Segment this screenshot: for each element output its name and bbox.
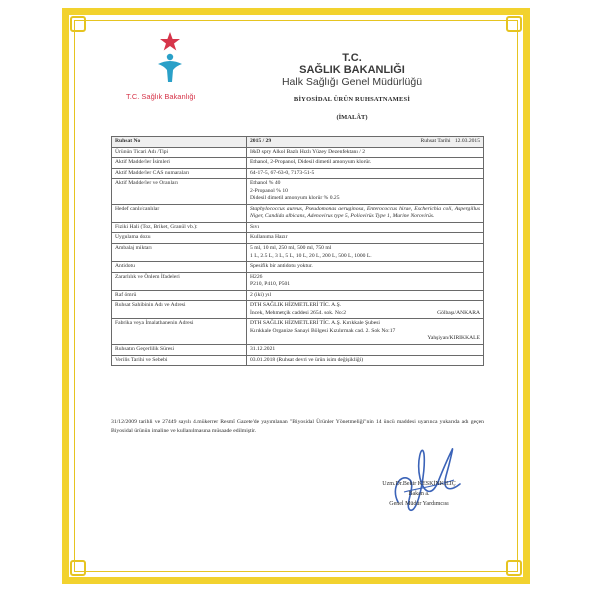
license-table: [111, 136, 484, 366]
row-line: 1 L, 2.5 L, 3 L, 5 L, 10 L, 20 L, 200 L, 500 L, 1000 L.: [250, 252, 372, 259]
row-value: [247, 272, 484, 290]
table-row: [112, 319, 484, 345]
frame-corner-ornament: [506, 16, 522, 32]
table-row: [112, 233, 484, 244]
table-row: [112, 345, 484, 356]
row-label: Antidotu: [112, 262, 247, 273]
frame-corner-ornament: [506, 560, 522, 576]
signatory-role: Bakan a.: [408, 491, 430, 497]
row-label: Aktif Madde/ler İsimleri: [112, 158, 247, 169]
table-row: [112, 158, 484, 169]
table-row: [112, 244, 484, 262]
table-row: [112, 355, 484, 366]
row-label: Ruhsatın Geçerlilik Süresi: [112, 345, 247, 356]
row-label: Ürünün Ticari Adı /Tipi: [112, 147, 247, 158]
row-value: 64-17-5, 67-63-0, 7173-51-5: [247, 168, 484, 179]
row-value: Sıvı: [247, 222, 484, 233]
row-line: Kırıkkale Organize Sanayi Bölgesi Kızılırmak cad. 2. Sok No:17: [250, 327, 396, 334]
row-line: P210, P410, P501: [250, 281, 291, 288]
table-row: [112, 204, 484, 222]
document-title: BİYOSİDAL ÜRÜN RUHSATNAMESİ: [293, 96, 411, 103]
row-line: DTH SAĞLIK HİZMETLERİ TİC. A.Ş.: [250, 302, 342, 309]
row-label: Hedef canlı/canlılar: [112, 204, 247, 222]
row-line: İncek, Mehmetçik caddesi 2654. sok. No:2: [250, 309, 347, 316]
signatory-name: Uzm.Dr.Bekir KESKİNKILIÇ: [382, 481, 456, 487]
license-date-value: 12.03.2015: [454, 138, 480, 144]
row-label: Aktif Madde/ler CAS numaraları: [112, 168, 247, 179]
row-label: Uygulama dozu: [112, 233, 247, 244]
license-no-value: 2015 / 29: [250, 138, 272, 144]
signatory-title: Genel Müdür Yardımcısı: [389, 501, 449, 507]
row-line-right: Yahşiyan/KIRIKKALE: [427, 335, 480, 342]
table-row: [112, 262, 484, 273]
row-line: 5 ml, 10 ml, 250 ml, 500 ml, 750 ml: [250, 245, 332, 252]
row-value: Spesifik bir antidotu yoktur.: [247, 262, 484, 273]
logo-caption: T.C. Sağlık Bakanlığı: [126, 92, 196, 101]
row-label: Zararlılık ve Önlem İfadeleri: [112, 272, 247, 290]
row-label: Fiziki Hali (Toz, Briket, Granül vb.):: [112, 222, 247, 233]
row-label: Ambalaj miktarı: [112, 244, 247, 262]
row-value: [247, 319, 484, 345]
table-row: [112, 168, 484, 179]
row-line: H226: [250, 273, 263, 280]
row-value: Staphylococcus aureus, Pseudomonas aeruginosa, Enterococcus hirae, Escherichia coli, Aspergillus Niger, Candida albicans, Adenovirus type 5, Poliovirüs Type 1, Murine Norovirüs.: [247, 204, 484, 222]
row-line: DTH SAĞLIK HİZMETLERİ TİC. A.Ş. Kırıkkale Şubesi: [250, 320, 380, 327]
row-line: 2-Propanol % 10: [250, 187, 288, 194]
row-label: Ruhsat Sahibinin Adı ve Adresi: [112, 301, 247, 319]
license-number-row: [112, 137, 484, 148]
row-line: Ethanol % 40: [250, 180, 281, 187]
table-row: [112, 290, 484, 301]
row-value: [247, 301, 484, 319]
table-row: [112, 272, 484, 290]
row-label: Fabrika veya İmalathanenin Adresi: [112, 319, 247, 345]
row-label: Verilis Tarihi ve Sebebi: [112, 355, 247, 366]
frame-corner-ornament: [70, 560, 86, 576]
header-tc: T.C.: [342, 52, 362, 64]
row-value: 2 (iki) yıl: [247, 290, 484, 301]
row-value: I&D spry Alkol Bazlı Hızlı Yüzey Dezenfektanı / 2: [247, 147, 484, 158]
row-label: Raf ömrü: [112, 290, 247, 301]
row-value: 31.12.2021: [247, 345, 484, 356]
table-row: [112, 147, 484, 158]
row-value: Ethanol, 2-Propanol, Didesil dimetil amonyum klorür.: [247, 158, 484, 169]
document-subtitle: (İMALÂT): [336, 114, 368, 121]
license-no-cell: [247, 137, 484, 148]
row-label: Aktif Madde/ler ve Oranları: [112, 179, 247, 205]
authorization-paragraph: 31/12/2009 tarihli ve 27449 sayılı 4.mükerrer Resmî Gazete'de yayımlanan "Biyosidal Ürünler Yönetmeliği"nin 14 üncü maddesi uyarınca yukarıda adı geçen Biyosidal ürünün imaline ve kullanılmasına müsaade edilmiştir.: [111, 419, 484, 434]
license-date-label: Ruhsat Tarihi: [420, 138, 451, 144]
header-department: Halk Sağlığı Genel Müdürlüğü: [281, 76, 423, 88]
table-row: [112, 301, 484, 319]
header-ministry: SAĞLIK BAKANLIĞI: [299, 64, 405, 76]
row-value: Kullanıma Hazır: [247, 233, 484, 244]
table-row: [112, 222, 484, 233]
row-value: [247, 179, 484, 205]
row-line-right: Gölbaşı/ANKARA: [437, 309, 480, 316]
row-line: Didesil dimetil amonyum klorür % 0.25: [250, 195, 340, 202]
frame-corner-ornament: [70, 16, 86, 32]
license-no-label: Ruhsat No: [112, 137, 247, 148]
table-row: [112, 179, 484, 205]
row-value: [247, 244, 484, 262]
row-value: 03.01.2018 (Ruhsat devri ve ürün isim değişikliği): [247, 355, 484, 366]
